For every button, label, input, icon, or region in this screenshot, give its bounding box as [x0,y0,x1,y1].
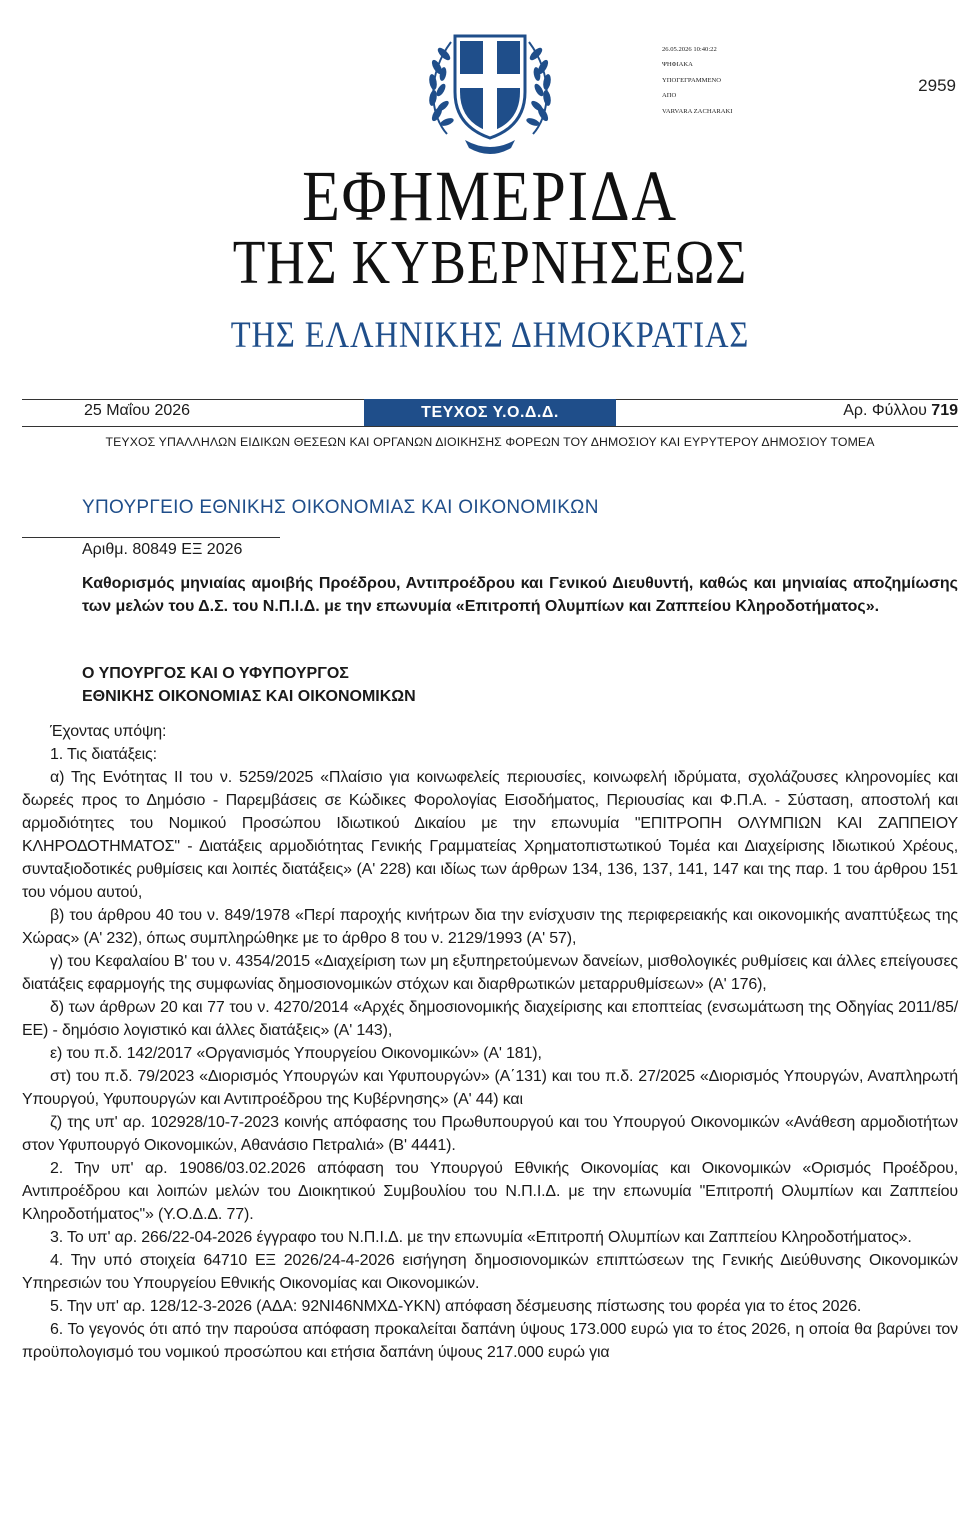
decision-number: Αριθμ. 80849 ΕΞ 2026 [82,541,243,558]
decision-number-rule [22,537,280,538]
issuing-authority [82,662,416,708]
body-paragraph: 1. Τις διατάξεις: [50,746,157,763]
body-paragraph: γ) του Κεφαλαίου Β' του ν. 4354/2015 «Διαχείριση των μη εξυπηρετούμενων δανείων, μισθολογικές ρυθμίσεις και άλλες επείγουσες διατάξεις εφαρμογής της συμφωνίας δημοσιονομικών στόχων και διαρθρωτικών μεταρρυθμίσεων» (Α' 176), [22,953,958,993]
body-paragraph: δ) των άρθρων 20 και 77 του ν. 4270/2014 «Αρχές δημοσιονομικής διαχείρισης και εποπτείας (ενσωμάτωση της Οδηγίας 2011/85/ΕΕ) - δημόσιο λογιστικό και άλλες διατάξεις» (Α' 143), [22,999,958,1039]
body-paragraph: β) του άρθρου 40 του ν. 849/1978 «Περί παροχής κινήτρων δια την ενίσχυσιν της περιφερειακής και οικονομικής αναπτύξεως της Χώρας» (Α' 232), όπως συμπληρώθηκε με το άρθρο 8 του ν. 2129/1993 (Α' 57), [22,907,958,947]
issue-subtitle: ΤΕΥΧΟΣ ΥΠΑΛΛΗΛΩΝ ΕΙΔΙΚΩΝ ΘΕΣΕΩΝ ΚΑΙ ΟΡΓΑΝΩΝ ΔΙΟΙΚΗΣΗΣ ΦΟΡΕΩΝ ΤΟΥ ΔΗΜΟΣΙΟΥ ΚΑΙ ΕΥΡΥΤΕΡΟΥ ΔΗΜΟΣΙΟΥ ΤΟΜΕΑ [105,435,875,449]
masthead-title-line2: ΤΗΣ ΚΥΒΕΡΝΗΣΕΩΣ [232,229,748,297]
signature-timestamp: 26.05.2026 10:40:22 [662,46,717,53]
ministry-heading: ΥΠΟΥΡΓΕΙΟ ΕΘΝΙΚΗΣ ΟΙΚΟΝΟΜΙΑΣ ΚΑΙ ΟΙΚΟΝΟΜΙΚΩΝ [82,497,599,518]
signature-line: ΥΠΟΓΕΓΡΑΜΜΕΝΟ [662,76,722,84]
body-paragraph: 3. Το υπ' αρ. 266/22-04-2026 έγγραφο του Ν.Π.Ι.Δ. με την επωνυμία «Επιτροπή Ολυμπίων και Ζαππείου Κληροδοτήματος». [50,1229,912,1246]
body-paragraph: 4. Την υπό στοιχεία 64710 ΕΞ 2026/24-4-2026 εισήγηση δημοσιονομικών επιπτώσεων της Γενικής Διεύθυνσης Οικονομικών Υπηρεσιών του Υπουργείου Εθνικής Οικονομίας και Οικονομικών. [22,1252,958,1292]
body-paragraph: Έχοντας υπόψη: [50,723,167,740]
sheet-label: Αρ. Φύλλου [843,402,927,419]
masthead-title-line3: ΤΗΣ ΕΛΛΗΝΙΚΗΣ ΔΗΜΟΚΡΑΤΙΑΣ [230,315,750,356]
body-paragraph: ζ) της υπ' αρ. 102928/10-7-2023 κοινής απόφασης του Πρωθυπουργού και του Υπουργού Οικονομικών «Ανάθεση αρμοδιοτήτων στον Υφυπουργό Οικονομικών, Αθανάσιο Πετραλιά» (Β' 4441). [22,1114,958,1154]
issue-date: 25 Μαΐου 2026 [83,402,191,419]
issuing-authority-line: Ο ΥΠΟΥΡΓΟΣ ΚΑΙ Ο ΥΦΥΠΟΥΡΓΟΣ [82,665,349,682]
decision-title: Καθορισμός μηνιαίας αμοιβής Προέδρου, Αντιπροέδρου και Γενικού Διευθυντή, καθώς και μηνιαίας αποζημίωσης των μελών του Δ.Σ. του Ν.Π.Ι.Δ. με την επωνυμία «Επιτροπή Ολυμπίων και Ζαππείου Κληροδοτήματος». [82,575,958,615]
sheet-number-value: 719 [931,402,958,419]
body-paragraph: 5. Την υπ' αρ. 128/12-3-2026 (ΑΔΑ: 92ΝΙ46ΝΜΧΔ-ΥΚΝ) απόφαση δέσμευσης πίστωσης του φορέα για το έτος 2026. [50,1298,862,1315]
decision-body [22,720,958,1364]
signature-line: ΑΠΟ [662,92,677,100]
greek-coat-of-arms-emblem [425,22,555,156]
signature-line: ΨΗΦΙΑΚΑ [662,61,693,69]
sheet-number [700,400,958,422]
issue-series-badge: ΤΕΥΧΟΣ Υ.Ο.Δ.Δ. [364,399,616,426]
issuing-authority-line: ΕΘΝΙΚΗΣ ΟΙΚΟΝΟΜΙΑΣ ΚΑΙ ΟΙΚΟΝΟΜΙΚΩΝ [82,688,416,705]
body-paragraph: στ) του π.δ. 79/2023 «Διορισμός Υπουργών και Υφυπουργών» (Α΄131) και του π.δ. 27/2025 «Διορισμός Υπουργών, Αναπληρωτή Υπουργού, Υφυπουργών και Αντιπροέδρου της Κυβέρνησης» (Α' 44) και [22,1068,958,1108]
page-number: 2959 [918,76,956,95]
signature-signer: VARVARA ZACHARAKI [662,107,733,115]
band-divider-bottom [22,426,958,427]
body-paragraph: α) Της Ενότητας ΙΙ του ν. 5259/2025 «Πλαίσιο για κοινωφελείς περιουσίες, κοινωφελή ιδρύματα, σχολάζουσες κληρονομίες και δωρεές προς το Δημόσιο - Παρεμβάσεις σε Κώδικες Φορολογίας Εισοδήματος, Περιουσίας και Φ.Π.Α. - Σύσταση, αποστολή και αρμοδιότητες του Νομικού Προσώπου Ιδιωτικού Δικαίου με την επωνυμία "ΕΠΙΤΡΟΠΗ ΟΛΥΜΠΙΩΝ ΚΑΙ ΖΑΠΠΕΙΟΥ ΚΛΗΡΟΔΟΤΗΜΑΤΟΣ" - Διατάξεις αρμοδιότητας Γενικής Γραμματείας Χρηματοπιστωτικού Τομέα και Διαχείρισης Ιδιωτικού Χρέους, συνταξιοδοτικές ρυθμίσεις και λοιπές διατάξεις» (Α' 228) και ιδίως των άρθρων 134, 136, 137, 141, 147 και της παρ. 1 του άρθρου 151 του νόμου αυτού, [22,769,958,901]
digital-signature-stamp [662,42,782,119]
body-paragraph: 6. Το γεγονός ότι από την παρούσα απόφαση προκαλείται δαπάνη ύψους 173.000 ευρώ για το έτος 2026, η οποία θα βαρύνει τον προϋπολογισμό του νομικού προσώπου και ετήσια δαπάνη ύψους 217.000 ευρώ για [22,1321,958,1361]
body-paragraph: ε) του π.δ. 142/2017 «Οργανισμός Υπουργείου Οικονομικών» (Α' 181), [50,1045,542,1062]
masthead-title-line1: ΕΦΗΜΕΡΙΔΑ [302,156,678,236]
body-paragraph: 2. Την υπ' αρ. 19086/03.02.2026 απόφαση του Υπουργού Εθνικής Οικονομίας και Οικονομικών «Ορισμός Προέδρου, Αντιπροέδρου και λοιπών μελών του Διοικητικού Συμβουλίου του Ν.Π.Ι.Δ. με την επωνυμία "Επιτροπή Ολυμπίων και Ζαππείου Κληροδοτήματος"» (Υ.Ο.Δ.Δ. 77). [22,1160,958,1223]
